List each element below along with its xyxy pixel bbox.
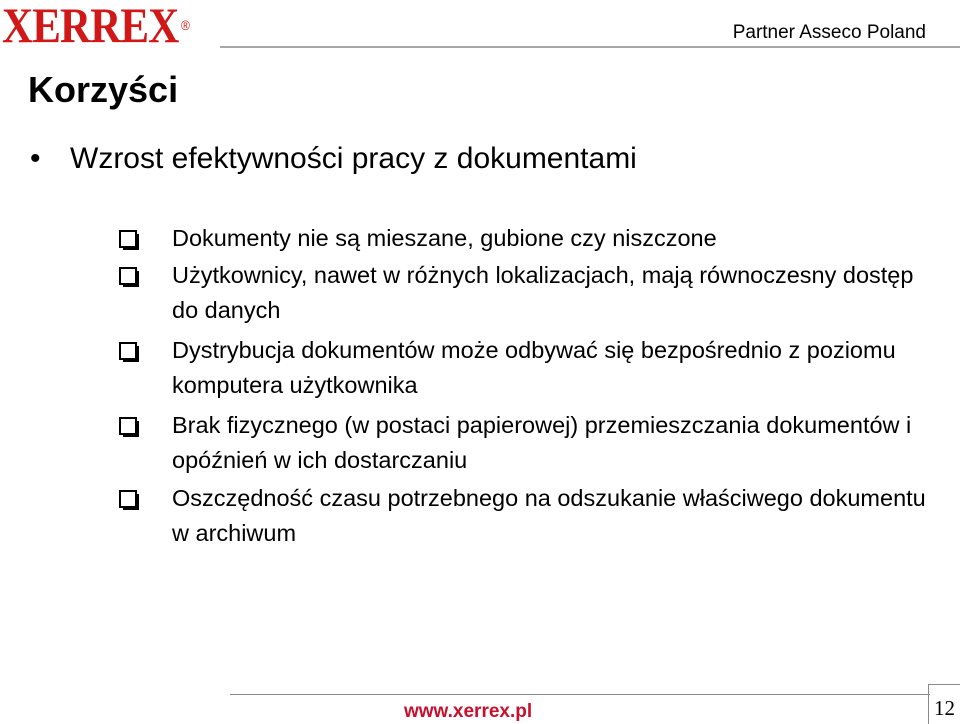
registered-mark: ® <box>181 17 190 33</box>
list-item <box>172 221 932 256</box>
checkbox-bullet-icon <box>119 417 137 435</box>
checkbox-bullet-icon <box>119 342 137 360</box>
checkbox-bullet-icon <box>119 267 137 285</box>
footer-divider <box>230 694 930 695</box>
list-item-text: Dokumenty nie są mieszane, gubione czy niszczone <box>172 225 717 251</box>
list-item-text: Użytkownicy, nawet w różnych lokalizacjach, mają równoczesny dostęp do danych <box>172 262 914 323</box>
list-item-text: Oszczędność czasu potrzebnego na odszukanie właściwego dokumentu w archiwum <box>172 485 926 546</box>
page-number: 12 <box>934 696 955 720</box>
header-divider <box>220 46 960 48</box>
list-item-text: Brak fizycznego (w postaci papierowej) przemieszczania dokumentów i opóźnień w ich dostarczaniu <box>172 412 912 473</box>
main-bullet-text: Wzrost efektywności pracy z dokumentami <box>70 142 637 175</box>
checkbox-bullet-icon <box>119 490 137 508</box>
list-item <box>172 258 932 327</box>
list-item <box>172 408 932 477</box>
logo-text: XERREX <box>2 0 179 53</box>
bullet-dot-icon: • <box>30 142 41 175</box>
footer-website-link[interactable]: www.xerrex.pl <box>404 701 533 722</box>
slide-title: Korzyści <box>28 69 179 110</box>
list-item <box>172 481 932 550</box>
xerrex-logo <box>2 0 190 53</box>
checkbox-bullet-icon <box>119 230 137 248</box>
list-item-text: Dystrybucja dokumentów może odbywać się bezpośrednio z poziomu komputera użytkownika <box>172 337 896 398</box>
list-item <box>172 333 932 402</box>
partner-label: Partner Asseco Poland <box>732 22 926 43</box>
